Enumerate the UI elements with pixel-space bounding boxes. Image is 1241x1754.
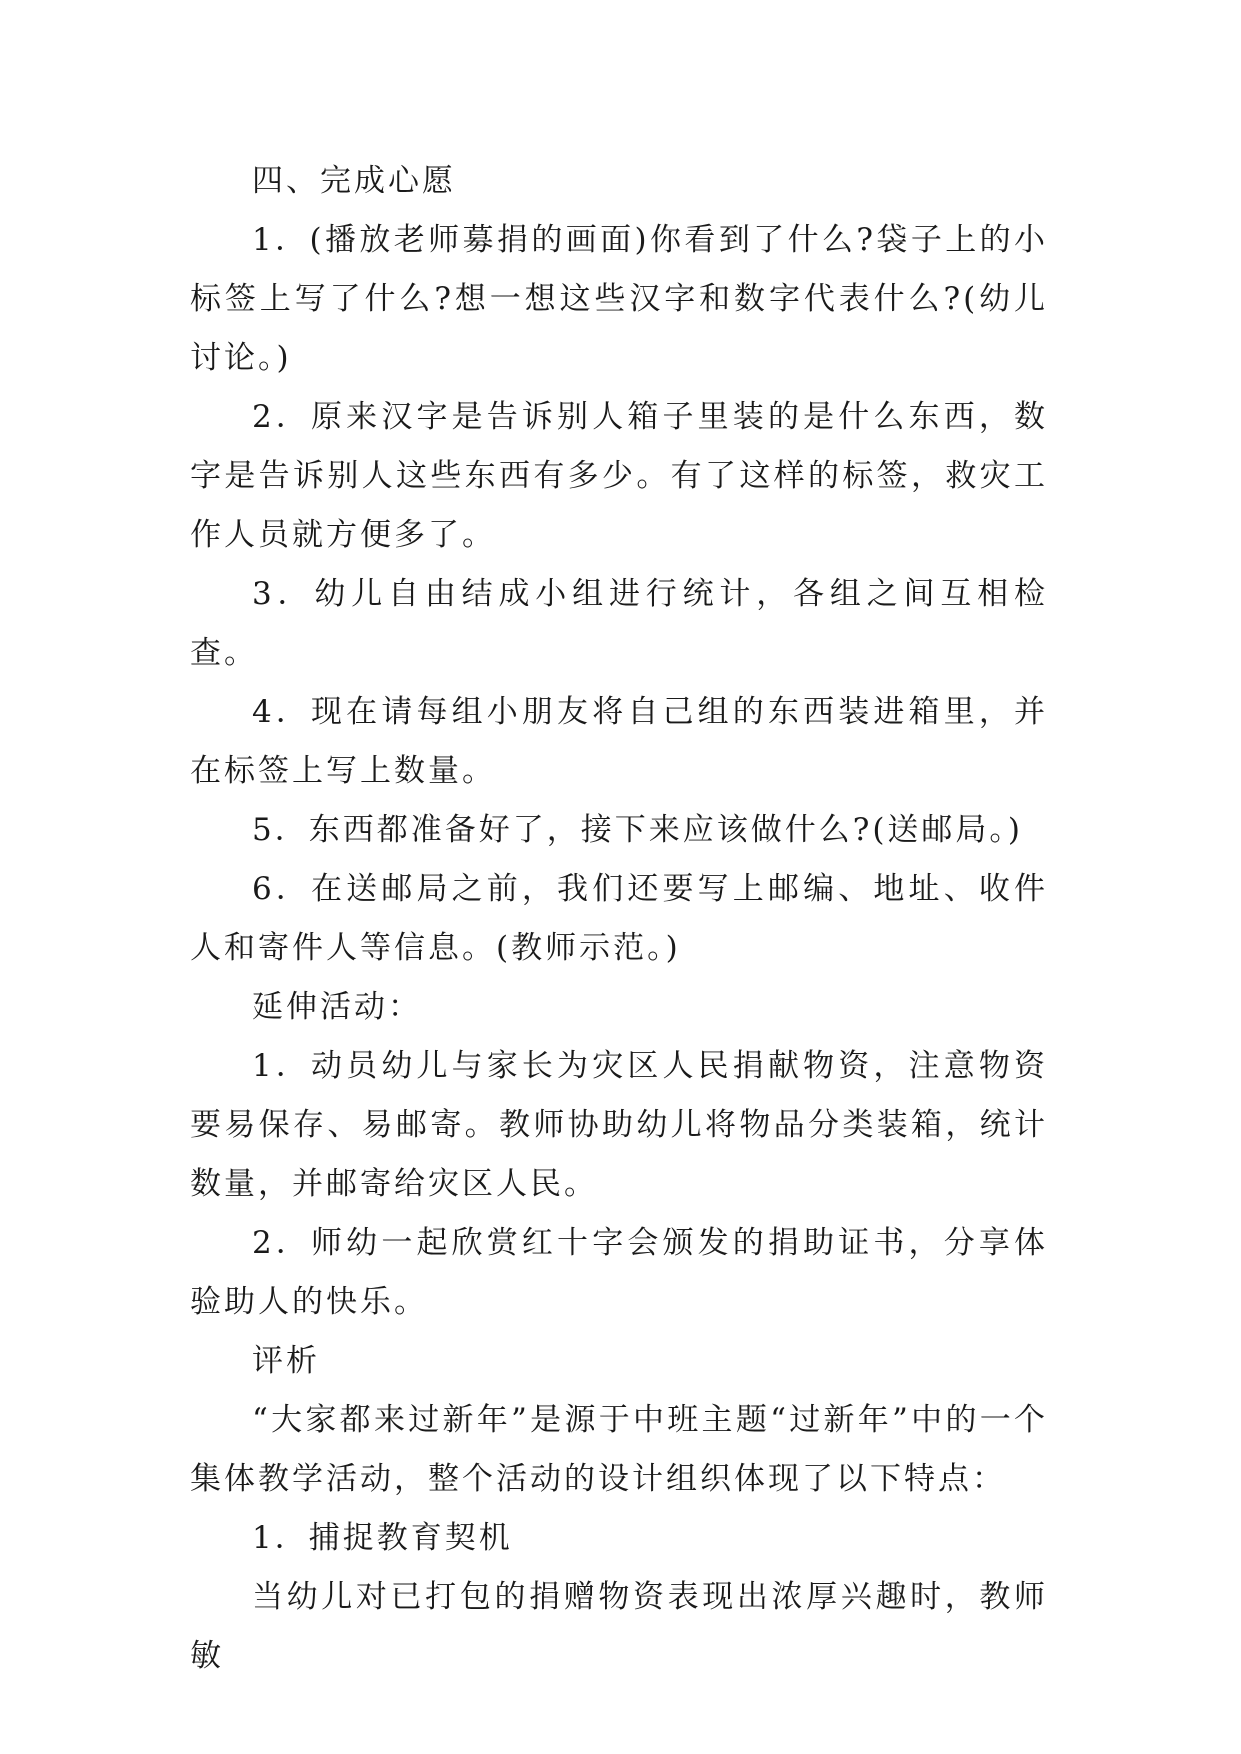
- paragraph-analysis-intro: “大家都来过新年”是源于中班主题“过新年”中的一个集体教学活动，整个活动的设计组织体现了以下特点：: [190, 1402, 1048, 1497]
- paragraph-step-4: 4．现在请每组小朋友将自己组的东西装进箱里，并在标签上写上数量。: [190, 694, 1048, 789]
- paragraph-step-5: 5．东西都准备好了，接下来应该做什么?(送邮局。): [252, 812, 1024, 848]
- paragraph-extension-1: 1．动员幼儿与家长为灾区人民捐献物资，注意物资要易保存、易邮寄。教师协助幼儿将物品分类装箱，统计数量，并邮寄给灾区人民。: [190, 1048, 1048, 1202]
- section-heading-analysis: 评析: [252, 1343, 320, 1379]
- section-heading-complete-wish: 四、完成心愿: [252, 163, 456, 199]
- paragraph-extension-2: 2．师幼一起欣赏红十字会颁发的捐助证书，分享体验助人的快乐。: [190, 1225, 1048, 1320]
- paragraph-step-6: 6．在送邮局之前，我们还要写上邮编、地址、收件人和寄件人等信息。(教师示范。): [190, 871, 1048, 966]
- paragraph-step-2: 2．原来汉字是告诉别人箱子里装的是什么东西，数字是告诉别人这些东西有多少。有了这样的标签，救灾工作人员就方便多了。: [190, 399, 1048, 553]
- paragraph-step-3: 3．幼儿自由结成小组进行统计，各组之间互相检查。: [190, 576, 1048, 671]
- paragraph-analysis-body: 当幼儿对已打包的捐赠物资表现出浓厚兴趣时，教师敏: [190, 1579, 1048, 1674]
- document-body: [190, 152, 1048, 1686]
- section-heading-extension: 延伸活动：: [252, 989, 422, 1025]
- paragraph-step-1: 1．(播放老师募捐的画面)你看到了什么?袋子上的小标签上写了什么?想一想这些汉字和数字代表什么?(幼儿讨论。): [190, 222, 1048, 376]
- subheading-capture-opportunity: 1．捕捉教育契机: [252, 1520, 513, 1556]
